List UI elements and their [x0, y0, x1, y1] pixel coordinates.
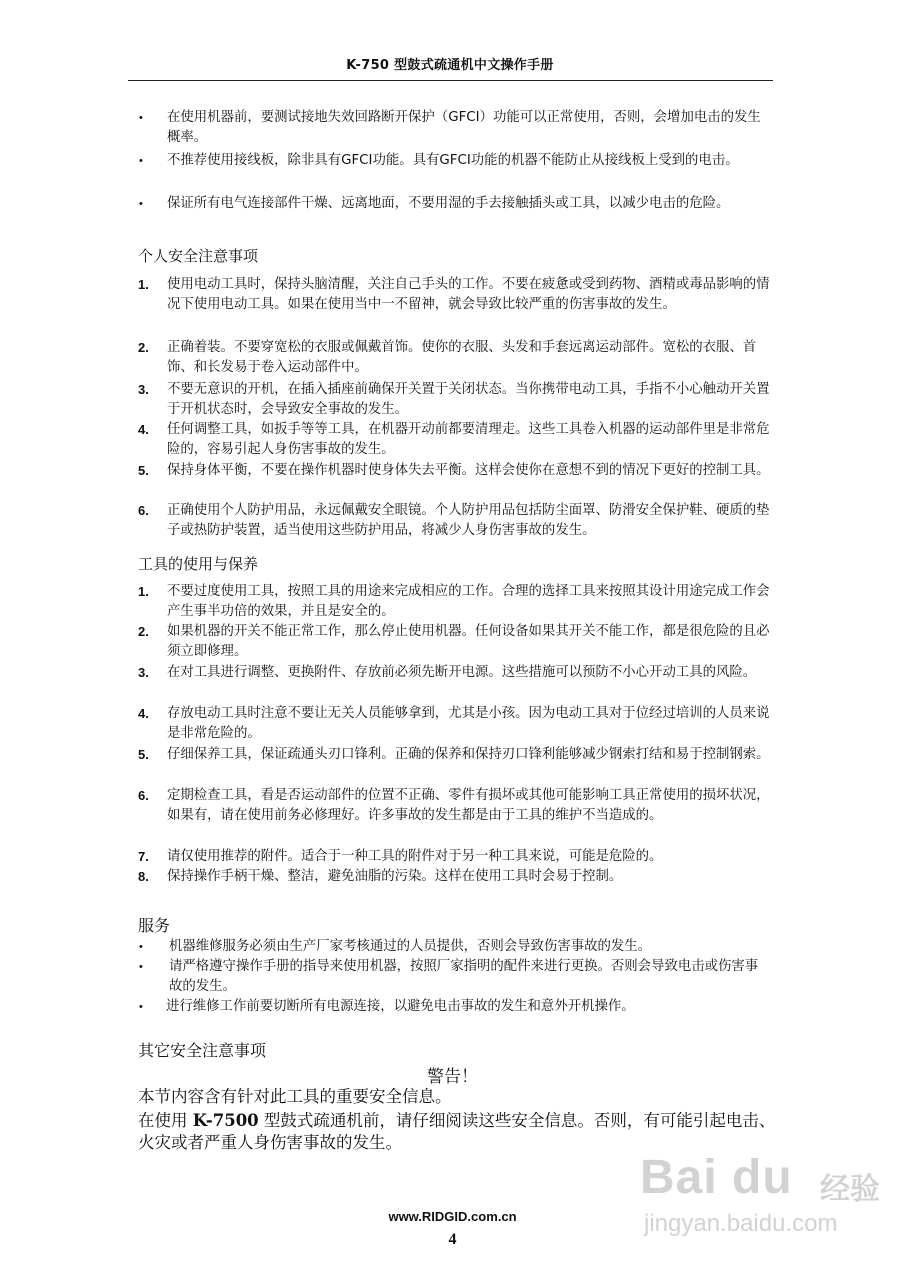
- item-number: 8.: [138, 869, 149, 884]
- personal-safety-list: [138, 275, 770, 541]
- model-number: K-7500: [192, 1111, 259, 1130]
- numbered-item: [138, 847, 770, 867]
- item-text: 在对工具进行调整、更换附件、存放前必须先断开电源。这些措施可以预防不小心开动工具的风险。: [167, 665, 757, 680]
- document-header-title: K-750 型鼓式疏通机中文操作手册: [346, 58, 554, 73]
- numbered-item: [138, 501, 770, 541]
- bullet-marker: •: [139, 941, 143, 953]
- item-number: 2.: [138, 624, 149, 639]
- section-heading-personal-safety: 个人安全注意事项: [138, 247, 259, 265]
- watermark-sub: jingyan.baidu.com: [644, 1210, 838, 1237]
- item-text: 使用电动工具时，保持头脑清醒，关注自己手头的工作。不要在疲惫或受到药物、酒精或毒品影响的情况下使用电动工具。如果在使用当中一不留神，就会导致比较严重的伤害事故的发生。: [167, 277, 770, 312]
- numbered-item: [138, 380, 770, 420]
- item-text: 保持身体平衡，不要在操作机器时使身体失去平衡。这样会使你在意想不到的情况下更好的控制工具。: [167, 463, 770, 478]
- watermark-cn: 经验: [820, 1172, 880, 1207]
- list-item: [138, 151, 770, 194]
- numbered-item: [138, 622, 770, 663]
- item-number: 6.: [138, 788, 149, 803]
- item-number: 6.: [138, 503, 149, 518]
- bullet-marker: •: [139, 112, 143, 124]
- list-item-text: 不推荐使用接线板，除非具有GFCI功能。具有GFCI功能的机器不能防止从接线板上受到的电击。: [167, 153, 739, 168]
- list-item-text: 保证所有电气连接部件干燥、远离地面，不要用湿的手去接触插头或工具，以减少电击的危险。: [167, 196, 730, 211]
- warning-title: 警告！: [427, 1067, 478, 1087]
- numbered-item: [138, 704, 770, 745]
- numbered-item: [138, 745, 770, 786]
- item-text: 存放电动工具时注意不要让无关人员能够拿到，尤其是小孩。因为电动工具对于位经过培训的人员来说是非常危险的。: [167, 706, 770, 741]
- item-text: 如果机器的开关不能正常工作，那么停止使用机器。任何设备如果其开关不能工作，都是很危险的且必须立即修理。: [167, 624, 770, 659]
- item-number: 7.: [138, 849, 149, 864]
- section-heading-service: 服务: [138, 916, 171, 935]
- list-item: [138, 194, 770, 214]
- electrical-safety-list: [138, 108, 770, 214]
- bullet-marker: •: [139, 1001, 143, 1013]
- item-number: 1.: [138, 277, 149, 292]
- list-item-text: 进行维修工作前要切断所有电源连接，以避免电击事故的发生和意外开机操作。: [166, 999, 635, 1014]
- numbered-item: [138, 338, 770, 380]
- numbered-item: [138, 786, 770, 847]
- item-number: 2.: [138, 340, 149, 355]
- item-number: 4.: [138, 706, 149, 721]
- item-text: 请仅使用推荐的附件。适合于一种工具的附件对于另一种工具来说，可能是危险的。: [167, 849, 663, 864]
- item-number: 5.: [138, 463, 149, 478]
- warning-line-2-post: 型鼓式疏通机前，请仔细阅读这些安全信息。否则，有可能引起电击、火灾或者严重人身伤害事故的发生。: [138, 1111, 776, 1152]
- numbered-item: [138, 867, 770, 887]
- page-number: 4: [448, 1231, 457, 1248]
- header-divider: [128, 80, 773, 81]
- item-number: 1.: [138, 584, 149, 599]
- list-item: [138, 997, 770, 1017]
- item-text: 不要过度使用工具，按照工具的用途来完成相应的工作。合理的选择工具来按照其设计用途完成工作会产生事半功倍的效果，并且是安全的。: [167, 584, 770, 619]
- item-number: 3.: [138, 665, 149, 680]
- item-text: 不要无意识的开机，在插入插座前确保开关置于关闭状态。当你携带电动工具，手指不小心触动开关置于开机状态时，会导致安全事故的发生。: [167, 382, 770, 417]
- section-heading-tool-use: 工具的使用与保养: [138, 555, 259, 573]
- item-text: 仔细保养工具，保证疏通头刃口锋利。正确的保养和保持刃口锋利能够减少钢索打结和易于控制钢索。: [167, 747, 770, 762]
- list-item-text: 机器维修服务必须由生产厂家考核通过的人员提供，否则会导致伤害事故的发生。: [169, 939, 652, 954]
- list-item-text: 在使用机器前，要测试接地失效回路断开保护（GFCI）功能可以正常使用，否则，会增加电击的发生概率。: [167, 110, 761, 145]
- item-number: 3.: [138, 382, 149, 397]
- list-item: [138, 957, 770, 997]
- service-list: [138, 937, 770, 1017]
- watermark-brand: Bai du: [640, 1151, 793, 1204]
- item-text: 正确使用个人防护用品，永远佩戴安全眼镜。个人防护用品包括防尘面罩、防滑安全保护鞋、硬质的垫子或热防护装置，适当使用这些防护用品，将减少人身伤害事故的发生。: [167, 503, 770, 538]
- item-text: 任何调整工具，如扳手等等工具，在机器开动前都要清理走。这些工具卷入机器的运动部件里是非常危险的，容易引起人身伤害事故的发生。: [167, 422, 770, 457]
- item-text: 定期检查工具，看是否运动部件的位置不正确、零件有损坏或其他可能影响工具正常使用的损坏状况，如果有，请在使用前务必修理好。许多事故的发生都是由于工具的维护不当造成的。: [167, 788, 770, 823]
- section-heading-other-safety: 其它安全注意事项: [138, 1041, 267, 1060]
- footer-url: www.RIDGID.com.cn: [388, 1209, 517, 1224]
- numbered-item: [138, 420, 770, 461]
- numbered-item: [138, 461, 770, 501]
- item-number: 5.: [138, 747, 149, 762]
- bullet-marker: •: [139, 198, 143, 210]
- list-item: [138, 108, 770, 151]
- item-number: 4.: [138, 422, 149, 437]
- warning-line-2: [138, 1110, 778, 1154]
- item-text: 保持操作手柄干燥、整洁，避免油脂的污染。这样在使用工具时会易于控制。: [167, 869, 623, 884]
- list-item: [138, 937, 770, 957]
- item-text: 正确着装。不要穿宽松的衣服或佩戴首饰。使你的衣服、头发和手套远离运动部件。宽松的衣服、首饰、和长发易于卷入运动部件中。: [167, 340, 757, 375]
- tool-use-list: [138, 582, 770, 887]
- warning-line-2-pre: 在使用: [138, 1111, 193, 1130]
- warning-line-1: 本节内容含有针对此工具的重要安全信息。: [138, 1087, 452, 1106]
- bullet-marker: •: [139, 961, 143, 973]
- numbered-item: [138, 582, 770, 622]
- numbered-item: [138, 663, 770, 704]
- bullet-marker: •: [139, 155, 143, 167]
- numbered-item: [138, 275, 770, 338]
- list-item-text: 请严格遵守操作手册的指导来使用机器，按照厂家指明的配件来进行更换。否则会导致电击或伤害事故的发生。: [169, 959, 759, 994]
